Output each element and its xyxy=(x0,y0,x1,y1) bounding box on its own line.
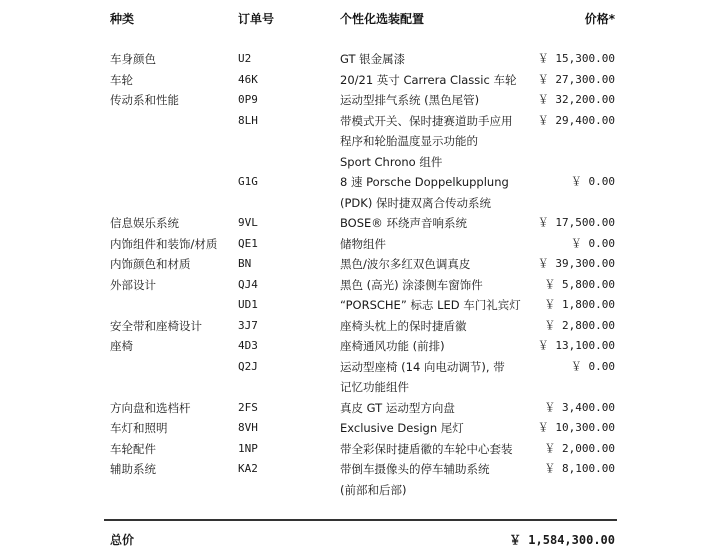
row-price: ￥ 15,300.00 xyxy=(537,52,615,65)
table-row xyxy=(0,49,720,69)
row-category: 车轮配件 xyxy=(110,441,156,456)
row-category: 车轮 xyxy=(110,72,133,87)
row-order-code: QE1 xyxy=(238,236,258,250)
header-options: 个性化选装配置 xyxy=(340,12,425,26)
table-row xyxy=(0,398,720,418)
table-row xyxy=(0,254,720,274)
row-order-code: 2FS xyxy=(238,400,258,414)
table-row xyxy=(0,234,720,254)
table-row xyxy=(0,152,720,172)
row-price: ￥ 10,300.00 xyxy=(537,421,615,434)
row-category: 车身颜色 xyxy=(110,52,156,66)
table-row xyxy=(0,480,720,500)
total-label: 总价 xyxy=(110,533,135,547)
row-option-desc: 运动型座椅 (14 向电动调节), 带 xyxy=(340,359,505,374)
row-option-desc: BOSE® 环绕声音响系统 xyxy=(340,216,467,230)
table-row xyxy=(0,70,720,90)
total-value: ￥ 1,584,300.00 xyxy=(509,533,615,547)
row-option-desc: 带全彩保时捷盾徽的车轮中心套装 xyxy=(340,441,513,456)
row-order-code: Q2J xyxy=(238,359,258,373)
row-category: 信息娱乐系统 xyxy=(110,216,179,230)
table-row xyxy=(0,418,720,438)
table-row xyxy=(0,275,720,295)
header-price: 价格* xyxy=(584,12,615,26)
table-row xyxy=(0,213,720,233)
row-option-desc: GT 银金属漆 xyxy=(340,52,406,66)
row-order-code: 8VH xyxy=(238,421,258,434)
row-option-desc: 带模式开关、保时捷赛道助手应用 xyxy=(340,113,513,128)
row-order-code: 0P9 xyxy=(238,93,258,106)
row-option-desc: 真皮 GT 运动型方向盘 xyxy=(340,400,455,415)
total-divider xyxy=(104,519,617,521)
row-category: 内饰组件和装饰/材质 xyxy=(110,236,218,251)
row-option-desc: 20/21 英寸 Carrera Classic 车轮 xyxy=(340,72,517,87)
table-row xyxy=(0,193,720,213)
table-row xyxy=(0,377,720,397)
row-price: ￥ 0.00 xyxy=(570,236,615,250)
table-row xyxy=(0,111,720,131)
row-category: 内饰颜色和材质 xyxy=(110,257,191,271)
row-option-desc: 座椅通风功能 (前排) xyxy=(340,339,445,353)
row-category: 座椅 xyxy=(110,339,133,353)
header-category: 种类 xyxy=(110,12,135,26)
row-price: ￥ 39,300.00 xyxy=(537,257,615,270)
row-order-code: 8LH xyxy=(238,113,258,127)
row-option-desc: “PORSCHE” 标志 LED 车门礼宾灯 xyxy=(340,298,521,312)
row-price: ￥ 32,200.00 xyxy=(537,93,615,106)
row-order-code: UD1 xyxy=(238,298,258,311)
table-row xyxy=(0,90,720,110)
row-price: ￥ 13,100.00 xyxy=(537,339,615,352)
row-price: ￥ 3,400.00 xyxy=(544,400,615,414)
row-price: ￥ 8,100.00 xyxy=(544,462,615,475)
row-category: 车灯和照明 xyxy=(110,421,168,435)
row-option-desc: 座椅头枕上的保时捷盾徽 xyxy=(340,318,467,333)
row-price: ￥ 27,300.00 xyxy=(537,72,615,86)
row-price: ￥ 17,500.00 xyxy=(537,216,615,229)
row-price: ￥ 0.00 xyxy=(570,175,615,188)
row-option-desc: 记忆功能组件 xyxy=(340,380,409,394)
table-row xyxy=(0,357,720,377)
table-row xyxy=(0,336,720,356)
row-category: 传动系和性能 xyxy=(110,93,179,107)
row-category: 安全带和座椅设计 xyxy=(110,318,202,333)
row-price: ￥ 1,800.00 xyxy=(544,298,615,311)
row-order-code: 9VL xyxy=(238,216,258,229)
row-option-desc: 8 速 Porsche Doppelkupplung xyxy=(340,175,509,189)
row-order-code: QJ4 xyxy=(238,277,258,291)
row-option-desc: 程序和轮胎温度显示功能的 xyxy=(340,134,478,148)
table-row xyxy=(0,131,720,151)
row-option-desc: (PDK) 保时捷双离合传动系统 xyxy=(340,195,491,210)
row-price: ￥ 29,400.00 xyxy=(537,113,615,127)
row-order-code: 1NP xyxy=(238,441,258,455)
row-option-desc: (前部和后部) xyxy=(340,482,407,497)
row-option-desc: 运动型排气系统 (黑色尾管) xyxy=(340,93,480,107)
row-order-code: G1G xyxy=(238,175,258,188)
row-price: ￥ 5,800.00 xyxy=(544,277,615,291)
table-row xyxy=(0,295,720,315)
row-price: ￥ 2,800.00 xyxy=(544,318,615,332)
row-category: 辅助系统 xyxy=(110,462,156,476)
table-row xyxy=(0,172,720,192)
row-price: ￥ 0.00 xyxy=(570,359,615,373)
row-option-desc: Sport Chrono 组件 xyxy=(340,154,443,169)
row-order-code: 3J7 xyxy=(238,318,258,332)
row-category: 外部设计 xyxy=(110,277,156,292)
row-option-desc: Exclusive Design 尾灯 xyxy=(340,421,464,435)
row-order-code: 46K xyxy=(238,72,258,86)
row-order-code: KA2 xyxy=(238,462,258,475)
row-order-code: BN xyxy=(238,257,252,270)
row-option-desc: 储物组件 xyxy=(340,236,386,251)
row-option-desc: 黑色/波尔多红双色调真皮 xyxy=(340,257,471,271)
table-row xyxy=(0,316,720,336)
row-price: ￥ 2,000.00 xyxy=(544,441,615,455)
row-order-code: U2 xyxy=(238,52,252,65)
table-row xyxy=(0,459,720,479)
header-order-code: 订单号 xyxy=(238,12,275,26)
row-category: 方向盘和选档杆 xyxy=(110,400,191,415)
row-option-desc: 黑色 (高光) 涂漆侧车窗饰件 xyxy=(340,277,483,292)
row-option-desc: 带倒车摄像头的停车辅助系统 xyxy=(340,462,490,476)
table-row xyxy=(0,439,720,459)
row-order-code: 4D3 xyxy=(238,339,258,352)
